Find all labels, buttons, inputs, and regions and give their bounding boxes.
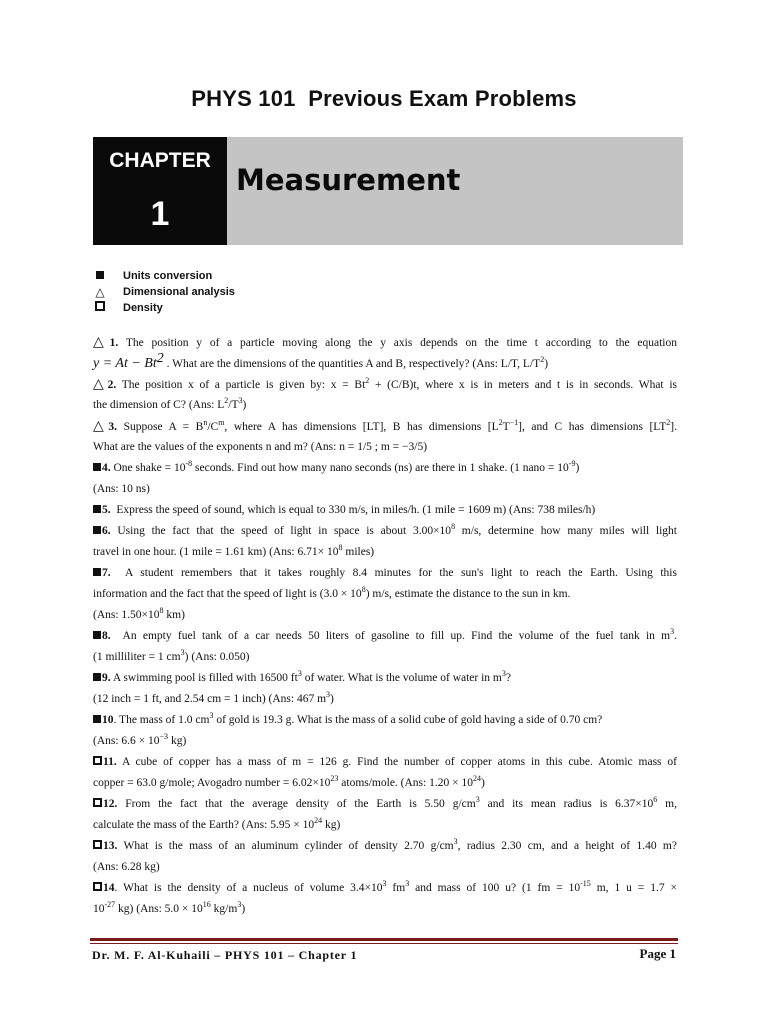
problem-11 [93,752,677,794]
filled-square-icon [93,526,101,534]
problem-line: 5. Express the speed of sound, which is equal to 330 m/s, in miles/h. (1 mile = 1609 m) (Ans: 738 miles/h) [93,500,677,521]
chapter-label: CHAPTER [109,149,211,172]
filled-square-icon [93,463,101,471]
problem-line: the dimension of C? (Ans: $L^2/T^3$) [93,396,247,411]
box-dot-icon [93,840,102,849]
problem-13 [93,836,677,878]
problem-9 [93,668,677,710]
legend-label: Dimensional analysis [123,286,235,298]
problem-line: 14. What is the density of a nucleus of volume $3.4\times 10^3$ $fm^3$ and mass of 100 u? (1 fm = $10^{-15}$ m, 1 u = 1.7 × [93,878,677,899]
problem-line: calculate the mass of the Earth? (Ans: $5.95 \times 10^{24}$ kg) [93,816,341,831]
problem-line: $y = At - Bt^2$ . What are the dimensions of the quantities A and B, respectively? (Ans: L/T, $L/T^2$) [93,351,549,371]
page-title: PHYS 101 Previous Exam Problems [191,86,577,111]
box-dot-icon [93,756,102,765]
problem-12 [93,794,677,836]
box-dot-icon [93,798,102,807]
problem-14 [93,878,677,920]
problem-line: 12. From the fact that the average density of the Earth is 5.50 $g/cm^3$ and its mean radius is $6.37\times 10^6$ m, [93,794,677,815]
triangle-icon: △ [93,377,107,392]
problem-line: △3. Suppose $A = B^n/C^m$, where A has dimensions [LT], B has dimensions $[L^2T^{-1}]$, and C has dimensions $[LT^2]$. [93,418,678,434]
problem-2 [93,374,677,416]
problem-line: 8. An empty fuel tank of a car needs 50 liters of gasoline to fill up. Find the volume of the fuel tank in $m^3$. [93,626,677,647]
problem-line: travel in one hour. (1 mile = 1.61 km) (Ans: $6.71\times 10^8$ miles) [93,543,375,558]
problem-line: 9. A swimming pool is filled with 16500 $ft^3$ of water. What is the volume of water in $m^3$? [93,668,677,689]
problem-4 [93,458,677,500]
problem-8 [93,626,677,668]
box-dot-icon [93,882,102,891]
equation: y = At − Bt [93,356,157,371]
chapter-title: Measurement [236,163,461,197]
filled-square-icon [93,631,101,639]
chapter-banner [93,137,683,245]
box-dot-icon [93,300,107,316]
footer-author: Dr. M. F. Al-Kuhaili – PHYS 101 – Chapter 1 [92,948,358,962]
footer-rule [90,938,678,941]
problem-line: information and the fact that the speed of light is $(3.0 \times 10^8)$ m/s, estimate the distance to the sun in km. [93,585,571,600]
problem-line: 13. What is the mass of an aluminum cylinder of density 2.70 $g/cm^3$, radius 2.30 cm, and a height of 1.40 m? [93,836,677,857]
filled-square-icon [93,673,101,681]
problem-line: (Ans: $1.50\times 10^8$ km) [93,606,185,621]
problem-7 [93,563,677,626]
problem-line: △1. The position y of a particle moving along the y axis depends on the time t according to the equation [93,335,677,350]
filled-square-icon [93,268,107,284]
problem-line: copper = 63.0 g/mole; Avogadro number = $6.02\times 10^{23}$ atoms/mole. (Ans: $1.20 \times 10^{24}$) [93,774,485,789]
problem-line: △2. The position x of a particle is given by: $x = Bt^2 + (C/B)t$, where x is in meters and t is in seconds. What is [93,376,677,392]
filled-square-icon [93,715,101,723]
triangle-icon: △ [95,285,105,299]
legend-label: Density [123,302,163,314]
problem-line: (1 milliliter = 1 $cm^3$) (Ans: 0.050) [93,648,250,663]
problem-1 [93,332,677,374]
problem-6 [93,521,677,563]
filled-square-icon [93,505,101,513]
page-number: Page 1 [639,946,676,961]
chapter-number: 1 [150,195,170,233]
problem-line: (Ans: 10 ns) [93,483,150,495]
problem-line: 4. One shake = $10^{-8}$ seconds. Find out how many nano seconds (ns) are there in 1 shake. (1 nano = $10^{-9}$) [93,458,677,479]
problem-line: $10^{-27}$ kg) (Ans: $5.0 \times 10^{16}$ $kg/m^3$) [93,900,246,915]
problem-line: 6. Using the fact that the speed of light in space is about $3.00\times 10^8$ m/s, determine how many miles will light [93,521,677,542]
footer-rule [90,943,678,944]
triangle-icon: △ [93,335,109,350]
chapter-box [93,137,227,245]
problem-10 [93,710,677,752]
problem-3 [93,416,677,458]
problem-line: (12 inch = 1 ft, and 2.54 cm = 1 inch) (Ans: 467 $m^3$) [93,690,334,705]
problem-list [93,332,677,920]
problem-line: What are the values of the exponents n and m? (Ans: n = 1/5 ; m = −3/5) [93,441,428,453]
triangle-icon: △ [93,419,108,434]
problem-line: (Ans: 6.28 kg) [93,861,160,873]
problem-line: 7. A student remembers that it takes roughly 8.4 minutes for the sun's light to reach the Earth. Using this [93,563,677,584]
problem-line: 10. The mass of 1.0 $cm^3$ of gold is 19.3 g. What is the mass of a solid cube of gold having a side of 0.70 cm? [93,710,677,731]
problem-line: 11. A cube of copper has a mass of m = 126 g. Find the number of copper atoms in this cube. Atomic mass of [93,752,677,773]
problem-5 [93,500,677,521]
filled-square-icon [93,568,101,576]
legend-label: Units conversion [123,270,213,282]
problem-line: (Ans: $6.6 \times 10^{-3}$ kg) [93,732,187,747]
